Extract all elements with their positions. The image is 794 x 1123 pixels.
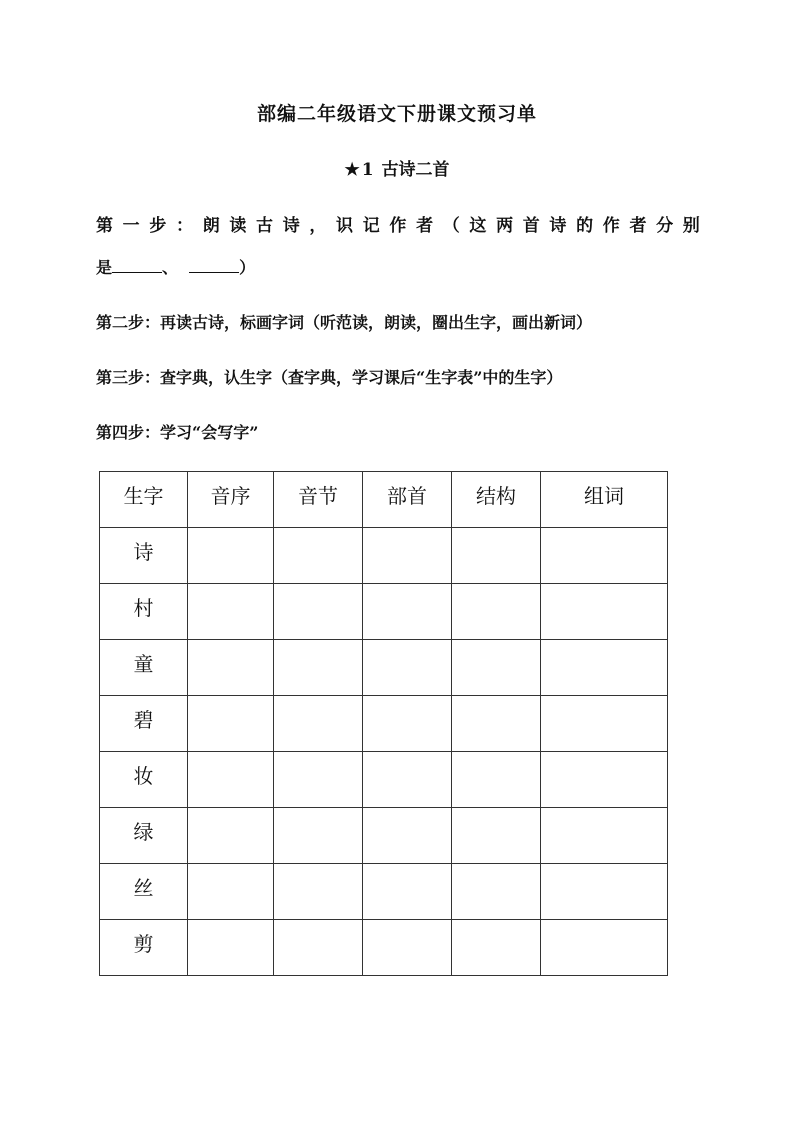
step-1-char: 别 — [682, 216, 700, 236]
table-row — [100, 528, 668, 584]
answer-cell[interactable] — [541, 584, 668, 640]
author-blank-1[interactable] — [112, 258, 162, 273]
step-1-char: 记 — [362, 216, 380, 236]
character-cell: 碧 — [100, 696, 188, 752]
step-1-char: （ — [442, 216, 460, 236]
table-row — [100, 808, 668, 864]
answer-cell[interactable] — [274, 920, 363, 976]
step-1-suffix: ） — [239, 258, 256, 277]
step-1-text — [96, 211, 700, 236]
answer-cell[interactable] — [452, 640, 541, 696]
step-1-char: 这 — [469, 216, 487, 236]
answer-cell[interactable] — [541, 528, 668, 584]
answer-cell[interactable] — [452, 528, 541, 584]
answer-cell[interactable] — [188, 808, 274, 864]
answer-cell[interactable] — [188, 864, 274, 920]
header-cell: 音序 — [188, 472, 274, 528]
answer-cell[interactable] — [363, 920, 452, 976]
answer-cell[interactable] — [363, 696, 452, 752]
header-cell: 组词 — [541, 472, 668, 528]
answer-cell[interactable] — [541, 808, 668, 864]
lesson-title — [0, 155, 794, 180]
step-1-prefix: 是 — [96, 258, 113, 277]
answer-cell[interactable] — [363, 752, 452, 808]
header-cell: 结构 — [452, 472, 541, 528]
step-1-char: 者 — [416, 216, 434, 236]
answer-cell[interactable] — [188, 528, 274, 584]
header-cell: 部首 — [363, 472, 452, 528]
step-1-char: 步 — [149, 216, 167, 236]
answer-cell[interactable] — [188, 640, 274, 696]
page-title: 部编二年级语文下册课文预习单 — [256, 103, 537, 125]
character-cell: 剪 — [100, 920, 188, 976]
answer-cell[interactable] — [541, 864, 668, 920]
step-1-char: 两 — [496, 216, 514, 236]
step-1-answer-line — [96, 255, 255, 278]
table-header-row — [100, 472, 668, 528]
step-1-char: 作 — [602, 216, 620, 236]
answer-cell[interactable] — [452, 584, 541, 640]
lesson-number: 1 — [361, 160, 374, 180]
step-1-char: 者 — [629, 216, 647, 236]
step-1-char: 第 — [96, 216, 113, 236]
step-1-char: 诗 — [282, 216, 300, 236]
table-row — [100, 640, 668, 696]
table-row — [100, 864, 668, 920]
character-cell: 绿 — [100, 808, 188, 864]
step-1-char: ， — [309, 216, 327, 236]
character-cell: 丝 — [100, 864, 188, 920]
step-4-text: 第四步：学习“会写字” — [96, 423, 259, 442]
answer-cell[interactable] — [363, 640, 452, 696]
header-cell: 生字 — [100, 472, 188, 528]
step-1-char: 的 — [576, 216, 594, 236]
table-row — [100, 696, 668, 752]
header-cell: 音节 — [274, 472, 363, 528]
answer-cell[interactable] — [541, 752, 668, 808]
step-1-char: 分 — [656, 216, 674, 236]
answer-cell[interactable] — [274, 752, 363, 808]
step-1-char: 古 — [256, 216, 274, 236]
vocabulary-table — [99, 471, 668, 976]
answer-cell[interactable] — [188, 920, 274, 976]
step-3-text: 第三步：查字典，认生字（查字典，学习课后“生字表”中的生字） — [96, 368, 563, 387]
step-1-char: 作 — [389, 216, 407, 236]
step-1-char: 首 — [522, 216, 540, 236]
table-row — [100, 920, 668, 976]
answer-cell[interactable] — [188, 752, 274, 808]
step-1-char: ： — [176, 216, 194, 236]
answer-cell[interactable] — [541, 920, 668, 976]
answer-cell[interactable] — [274, 808, 363, 864]
step-1-char: 识 — [336, 216, 354, 236]
answer-cell[interactable] — [363, 864, 452, 920]
character-cell: 妆 — [100, 752, 188, 808]
character-cell: 童 — [100, 640, 188, 696]
step-1-char: 读 — [229, 216, 247, 236]
answer-cell[interactable] — [541, 696, 668, 752]
star-icon: ★ — [344, 160, 360, 180]
answer-cell[interactable] — [452, 696, 541, 752]
answer-cell[interactable] — [274, 864, 363, 920]
answer-cell[interactable] — [452, 752, 541, 808]
answer-cell[interactable] — [188, 696, 274, 752]
answer-cell[interactable] — [363, 584, 452, 640]
step-1-separator: 、 — [162, 258, 179, 277]
step-1-char: 一 — [122, 216, 140, 236]
step-2-text: 第二步：再读古诗，标画字词（听范读，朗读，圈出生字，画出新词） — [96, 313, 593, 332]
answer-cell[interactable] — [363, 528, 452, 584]
answer-cell[interactable] — [452, 920, 541, 976]
table-row — [100, 584, 668, 640]
answer-cell[interactable] — [452, 808, 541, 864]
table-row — [100, 752, 668, 808]
step-1-char: 朗 — [202, 216, 220, 236]
answer-cell[interactable] — [188, 584, 274, 640]
character-cell: 诗 — [100, 528, 188, 584]
answer-cell[interactable] — [274, 528, 363, 584]
answer-cell[interactable] — [274, 584, 363, 640]
answer-cell[interactable] — [541, 640, 668, 696]
lesson-name: 古诗二首 — [381, 160, 450, 180]
author-blank-2[interactable] — [189, 258, 239, 273]
answer-cell[interactable] — [452, 864, 541, 920]
character-cell: 村 — [100, 584, 188, 640]
answer-cell[interactable] — [274, 696, 363, 752]
step-1-char: 诗 — [549, 216, 567, 236]
answer-cell[interactable] — [363, 808, 452, 864]
answer-cell[interactable] — [274, 640, 363, 696]
